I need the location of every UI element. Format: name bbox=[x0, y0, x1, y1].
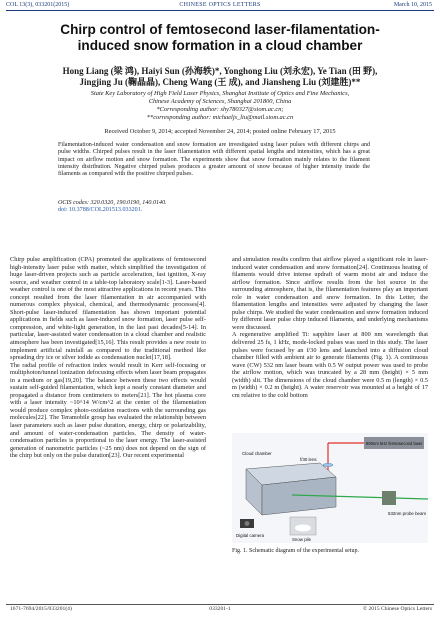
footer-copyright: © 2015 Chinese Optics Letters bbox=[362, 606, 432, 612]
camera-label: Digital camera bbox=[236, 533, 265, 538]
footer-rule bbox=[6, 604, 434, 605]
snow-pile-label: Snow pile bbox=[292, 537, 312, 542]
footer-page-number: 033201-1 bbox=[209, 606, 231, 612]
author-list bbox=[20, 66, 420, 88]
snow-pile-shape bbox=[295, 525, 311, 532]
header-rule bbox=[6, 10, 434, 11]
header-volume: COL 13(3), 033201(2015) bbox=[6, 2, 70, 8]
affiliation-line-1: State Key Laboratory of High Field Laser Physics, Shanghai Institute of Optics and Fine Mechanics, bbox=[90, 90, 350, 97]
probe-laser-box bbox=[382, 491, 396, 505]
corresponding-author-1: *Corresponding author: shy780327@siom.ac.cn; bbox=[156, 106, 284, 113]
figure-1-caption: Fig. 1. Schematic diagram of the experimental setup. bbox=[232, 548, 359, 554]
author-line-1: Hong Liang (梁 鸿), Haiyi Sun (孙海轶)*, Yonghong Liu (刘永宏), Ye Tian (田 野), bbox=[62, 66, 378, 76]
ocis-codes: OCIS codes: 320.0320, 190.0190, 140.0140. bbox=[58, 200, 167, 206]
lens-shape bbox=[323, 463, 333, 466]
footer-issn: 1671-7694/2015/033201(4) bbox=[10, 606, 72, 612]
page-footer bbox=[0, 604, 440, 616]
body-right-column: and simulation results confirm that airflow played a significant role in laser-induced water condensation and snow formation[24]. Continuous heating of filaments would drive intense updraft of warm moist air and induce the airflow formation. Since airflow results from the hot source in the surrounding atmosphere, that is, the filamentation features play an important role in water condensation and snow formation. In this Letter, the filamentation lengths and intensities were adjusted by changing the laser pulse chirps. We studied the water condensation and snow formation induced by different laser pulse chirp induced filaments, and underlying mechanisms were discussed. A regenerative amplified Ti: sapphire laser at 800 nm wavelength that delivered 25 fs, 1 kHz, mode-locked pulses was used in this study. The laser pulses were focused by an f/30 lens and launched into a diffusion cloud chamber filled with ambient air to generate filaments (Fig. 1). A continuous wave (CW) 532 nm laser beam with 0.5 W output power was used to probe the airflow motion, which was truncated by a 28 mm (height) × 5 mm (width) slit. The dimensions of the cloud chamber were 0.5 m (length) × 0.5 m (width) × 0.2 m (height). A water reservoir was mounted at a height of 17 cm relative to the cold bottom bbox=[232, 256, 428, 399]
affiliation bbox=[20, 90, 420, 122]
body-left-column: Chirp pulse amplification (CPA) promoted the applications of femtosecond high-intensity laser pulse with matter, which simplified the investigation of huge laser-driven projects such as particle acceleration, fast ignition, X-ray source, and weather control in a table-top laboratory scale[1-3]. Laser-based weather control is one of the most attractive applications in recent years. This concept resulted from the laser filamentation in air accompanied with numerous complex physical, chemical, and thermodynamic processes[4]. Short-pulse laser-induced filamentation has shown important potential applications in fields such as laser-induced snow formation, laser pulse self-compression, and white-light generation, in the last past decades[5-14]. In particular, laser-assisted water condensation in a cloud chamber and realistic atmosphere has been investigated[15,16]. This result provides a new route to implement artificial rainfall as compared to the traditional method like spreading dry ice or silver iodide as condensation nuclei[17,18]. The radial profile of refraction index would result in Kerr self-focusing or multiphoton/tunnel ionization defocusing effects when laser beam propagates in a medium or gas[19,20]. The balance between these two effects would sustain self-guided filamentation, which kept a nearly constant diameter and propagated a distance from centimeters to meters[21]. The hot plasma core with a laser intensity ~10^14 W/cm^2 at the center of the filamentation would produce complex photo-oxidation reactions with the surrounding gas molecules[22]. The Teramobile group has evaluated the relationship between laser parameters such as laser pulse duration, energy, chirp or polarizability, and amount of water-condensation particles. The density of water-condensation particles is proportional to the laser energy. The laser-assisted generation of nanometric particles (~25 nm) does not depend on the sign of the chirp but only on the pulse duration[23]. Our recent experimental bbox=[10, 256, 206, 460]
figure-1-schematic bbox=[232, 433, 428, 543]
author-line-2: Jingjing Ju (鞠晶晶), Cheng Wang (王 成), and Jiansheng Liu (刘建胜)** bbox=[79, 77, 361, 87]
paper-title: Chirp control of femtosecond laser-filamentation-induced snow formation in a cloud chamber bbox=[60, 22, 380, 53]
lens-label: f/30 lens bbox=[300, 457, 317, 462]
laser-label: 800nm kHz femtosecond laser bbox=[366, 441, 423, 446]
codes-block bbox=[58, 200, 370, 215]
chamber-label: Cloud chamber bbox=[242, 451, 272, 456]
received-dates: Received October 9, 2014; accepted November 24, 2014; posted online February 17, 2015 bbox=[104, 128, 336, 135]
header-journal: CHINESE OPTICS LETTERS bbox=[179, 2, 261, 8]
camera-lens-icon bbox=[245, 521, 250, 526]
abstract: Filamentation-induced water condensation and snow formation are investigated using laser pulses with different chirps and pulse widths. Chirped pulses result in the laser filamentation with different spatial lengths and intensities, which has a great impact on airflow motion and snow formation. The experiments show that snow formation mainly relates to the filament intensity distribution. Negative chirped pulses produces a greater amount of snow because of higher intensity inside the filaments as compared with the positive chirped pulses. bbox=[58, 142, 370, 178]
header-date: March 10, 2015 bbox=[393, 2, 432, 8]
journal-header bbox=[0, 0, 440, 10]
corresponding-author-2: **corresponding author: michaeljs_liu@mail.siom.ac.cn bbox=[146, 114, 294, 121]
doi-link[interactable]: doi: 10.3788/COL201513.033201. bbox=[58, 207, 143, 214]
affiliation-line-2: Chinese Academy of Sciences, Shanghai 201800, China bbox=[148, 98, 292, 105]
probe-label: 532nm probe beam bbox=[388, 511, 427, 516]
